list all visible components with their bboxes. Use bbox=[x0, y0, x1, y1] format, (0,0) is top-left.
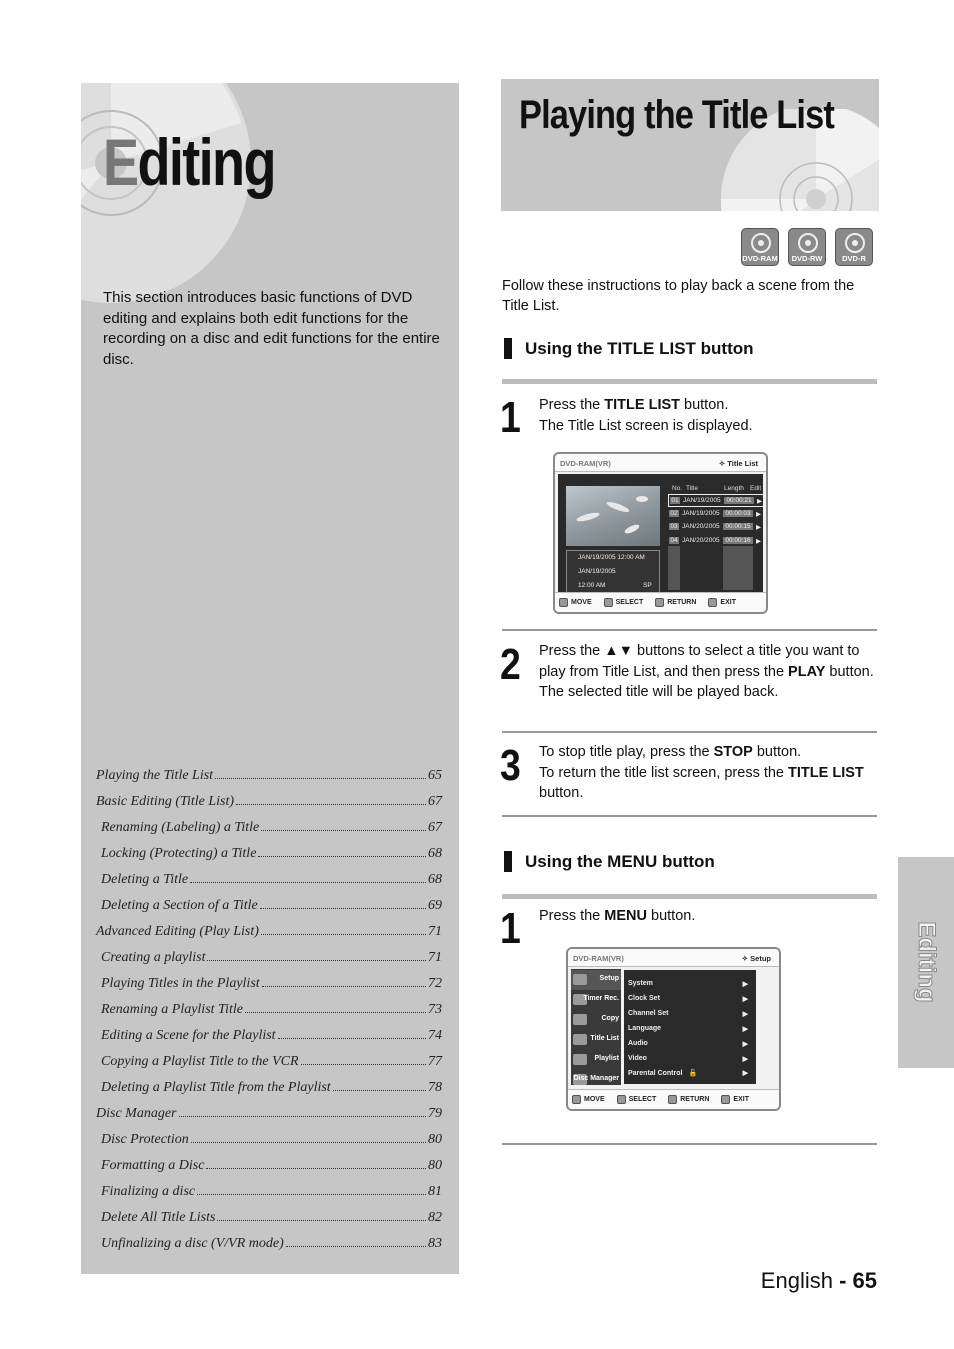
return-icon bbox=[668, 1095, 677, 1104]
toc-entry-title: Locking (Protecting) a Title bbox=[101, 846, 257, 861]
toc-entry-page: 65 bbox=[428, 768, 442, 783]
screen-name-label: ✧ Title List bbox=[718, 459, 758, 468]
toc-leader bbox=[245, 1012, 426, 1013]
select-hint: SELECT bbox=[604, 598, 644, 607]
setup-menu-items bbox=[624, 970, 756, 1084]
toc-entry-page: 80 bbox=[428, 1158, 442, 1173]
toc-entry-title: Finalizing a disc bbox=[101, 1184, 196, 1199]
toc-entry-page: 82 bbox=[428, 1210, 442, 1225]
toc-entry-title: Advanced Editing (Play List) bbox=[96, 924, 259, 939]
toc-entry[interactable] bbox=[96, 1028, 442, 1054]
playlist-icon bbox=[573, 1054, 587, 1065]
menu-item-channel-set[interactable]: Channel Set ▶ bbox=[628, 1010, 748, 1018]
toc-leader bbox=[261, 934, 426, 935]
toc-entry-title: Delete All Title Lists bbox=[101, 1210, 216, 1225]
chapter-panel bbox=[81, 83, 459, 1274]
step-number: 2 bbox=[500, 640, 521, 689]
toc-entry-title: Formatting a Disc bbox=[101, 1158, 205, 1173]
menu-item-language[interactable]: Language ▶ bbox=[628, 1025, 748, 1033]
table-row[interactable]: 03 JAN/20/2005 00:00:15 ▶ bbox=[670, 523, 761, 531]
disc-mode-label: DVD-RAM(VR) bbox=[573, 954, 624, 963]
toc-entry[interactable] bbox=[96, 950, 442, 976]
table-row[interactable]: 02 JAN/19/2005 00:00:03 ▶ bbox=[670, 510, 761, 518]
toc-entry-title: Unfinalizing a disc (V/VR mode) bbox=[101, 1236, 284, 1251]
toc-entry[interactable] bbox=[96, 1106, 442, 1132]
toc-leader bbox=[258, 856, 426, 857]
toc-entry[interactable] bbox=[96, 1054, 442, 1080]
toc-leader bbox=[190, 882, 426, 883]
side-item-playlist[interactable]: Playlist bbox=[571, 1050, 621, 1070]
toc-entry-title: Basic Editing (Title List) bbox=[96, 794, 235, 809]
side-item-timer[interactable]: Timer Rec. bbox=[571, 990, 621, 1010]
toc-leader bbox=[301, 1064, 426, 1065]
menu-item-audio[interactable]: Audio ▶ bbox=[628, 1040, 748, 1048]
chapter-title: Editing bbox=[103, 125, 275, 199]
lock-icon: 🔓 bbox=[688, 1070, 698, 1077]
toc-entry-page: 73 bbox=[428, 1002, 442, 1017]
toc-entry-title: Creating a playlist bbox=[101, 950, 206, 965]
toc-entry[interactable] bbox=[96, 1080, 442, 1106]
chapter-intro: This section introduces basic functions of DVD editing and explains both edit functions for the recording on a disc and edit functions for the entire disc. bbox=[103, 289, 440, 368]
side-item-copy[interactable]: Copy bbox=[571, 1010, 621, 1030]
title-thumbnail bbox=[566, 486, 660, 546]
toc-entry-title: Renaming a Playlist Title bbox=[101, 1002, 243, 1017]
copy-icon bbox=[573, 1014, 587, 1025]
toc-leader bbox=[333, 1090, 426, 1091]
step-text: Press the TITLE LIST button. The Title List screen is displayed. bbox=[539, 397, 753, 434]
dvd-rw-badge-icon: DVD-RW bbox=[788, 228, 826, 266]
film-icon bbox=[573, 1034, 587, 1045]
step-number: 1 bbox=[500, 393, 521, 442]
menu-item-system[interactable]: System ▶ bbox=[628, 980, 748, 988]
exit-hint: EXIT bbox=[708, 598, 736, 607]
toc-entry[interactable] bbox=[96, 976, 442, 1002]
toc-leader bbox=[236, 804, 426, 805]
osd-footer bbox=[568, 1089, 779, 1109]
toc-leader bbox=[217, 1220, 426, 1221]
title-list-display: JAN/19/2005 12:00 AM JAN/19/2005 12:00 AM SP No. Title Length Edit 01 JAN/19/2005 00:00:21 ▶ 02 JAN/19/2005 00:00:03 ▶ 03 JAN/20/2005 00:00:15 ▶ 04 JAN/20/2005 00:00:16 ▶ bbox=[558, 474, 763, 592]
toc-leader bbox=[261, 830, 426, 831]
step-text: Press the MENU button. bbox=[539, 908, 696, 924]
table-of-contents bbox=[96, 768, 442, 1262]
toc-entry[interactable] bbox=[96, 1184, 442, 1210]
step-text: To stop title play, press the STOP button. To return the title list screen, press the TITLE LIST button. bbox=[539, 744, 864, 801]
toc-entry[interactable] bbox=[96, 1132, 442, 1158]
toc-entry-title: Copying a Playlist Title to the VCR bbox=[101, 1054, 299, 1069]
section-end-rule bbox=[502, 1143, 877, 1145]
move-hint: MOVE bbox=[572, 1095, 605, 1104]
exit-icon bbox=[721, 1095, 730, 1104]
step-number: 3 bbox=[500, 741, 521, 790]
toc-entry[interactable] bbox=[96, 1158, 442, 1184]
side-tab-label: Editing bbox=[913, 921, 940, 1003]
move-hint: MOVE bbox=[559, 598, 592, 607]
toc-entry[interactable] bbox=[96, 768, 442, 794]
setup-menu-screen bbox=[566, 947, 781, 1111]
step-divider bbox=[502, 629, 877, 631]
table-row[interactable]: 04 JAN/20/2005 00:00:16 ▶ bbox=[670, 537, 761, 545]
disc-type-badges bbox=[741, 228, 873, 266]
setup-side-menu bbox=[571, 970, 621, 1090]
select-hint: SELECT bbox=[617, 1095, 657, 1104]
title-list-screen bbox=[553, 452, 768, 614]
toc-entry-page: 78 bbox=[428, 1080, 442, 1095]
section-heading-menu: Using the MENU button bbox=[504, 851, 715, 872]
section-rule bbox=[502, 894, 877, 899]
section-heading-title-list: Using the TITLE LIST button bbox=[504, 338, 754, 359]
toc-entry[interactable] bbox=[96, 846, 442, 872]
toc-entry-title: Editing a Scene for the Playlist bbox=[101, 1028, 276, 1043]
side-item-title-list[interactable]: Title List bbox=[571, 1030, 621, 1050]
toc-entry-page: 71 bbox=[428, 950, 442, 965]
toc-entry-title: Deleting a Title bbox=[101, 872, 189, 887]
toc-leader bbox=[207, 960, 426, 961]
return-hint: RETURN bbox=[668, 1095, 709, 1104]
toc-entry-title: Playing the Title List bbox=[96, 768, 214, 783]
toc-entry-page: 81 bbox=[428, 1184, 442, 1199]
toc-leader bbox=[262, 986, 426, 987]
instructions-intro: Follow these instructions to play back a scene from the Title List. bbox=[502, 278, 855, 314]
toc-entry-page: 68 bbox=[428, 872, 442, 887]
toc-leader bbox=[286, 1246, 426, 1247]
toc-entry[interactable] bbox=[96, 1236, 442, 1262]
page-number: English - 65 bbox=[760, 1268, 877, 1293]
toc-entry-page: 74 bbox=[428, 1028, 442, 1043]
toc-entry[interactable] bbox=[96, 872, 442, 898]
osd-footer bbox=[555, 592, 766, 612]
toc-entry-page: 71 bbox=[428, 924, 442, 939]
step-divider bbox=[502, 815, 877, 817]
toc-entry-title: Deleting a Section of a Title bbox=[101, 898, 258, 913]
page-title: Playing the Title List bbox=[519, 93, 834, 137]
toc-entry-page: 67 bbox=[428, 794, 442, 809]
gear-icon bbox=[573, 974, 587, 985]
title-info-box: JAN/19/2005 12:00 AM JAN/19/2005 12:00 AM SP bbox=[566, 550, 660, 594]
move-icon bbox=[572, 1095, 581, 1104]
toc-leader bbox=[179, 1116, 427, 1117]
toc-entry-title: Renaming (Labeling) a Title bbox=[101, 820, 260, 835]
menu-item-clock-set[interactable]: Clock Set ▶ bbox=[628, 995, 748, 1003]
side-item-disc-manager[interactable]: Disc Manager bbox=[571, 1070, 621, 1090]
dvd-ram-badge-icon: DVD-RAM bbox=[741, 228, 779, 266]
disc-mode-label: DVD-RAM(VR) bbox=[560, 459, 611, 468]
toc-entry[interactable] bbox=[96, 794, 442, 820]
toc-entry-title: Disc Protection bbox=[101, 1132, 189, 1147]
toc-entry[interactable] bbox=[96, 1002, 442, 1028]
toc-entry-title: Disc Manager bbox=[96, 1106, 177, 1121]
step-number: 1 bbox=[500, 904, 521, 953]
toc-leader bbox=[191, 1142, 426, 1143]
dvd-r-badge-icon: DVD-R bbox=[835, 228, 873, 266]
toc-leader bbox=[215, 778, 426, 779]
toc-entry-page: 72 bbox=[428, 976, 442, 991]
page-header bbox=[501, 79, 879, 211]
select-icon bbox=[617, 1095, 626, 1104]
menu-item-video[interactable]: Video ▶ bbox=[628, 1055, 748, 1063]
toc-entry-page: 68 bbox=[428, 846, 442, 861]
step-text: Press the ▲▼ buttons to select a title you want to play from Title List, and then press the PLAY button. The selected title will be played back. bbox=[539, 643, 874, 700]
toc-entry-page: 67 bbox=[428, 820, 442, 835]
move-icon bbox=[559, 598, 568, 607]
toc-entry[interactable] bbox=[96, 820, 442, 846]
step-divider bbox=[502, 731, 877, 733]
toc-entry[interactable] bbox=[96, 924, 442, 950]
side-tab bbox=[898, 857, 954, 1068]
toc-leader bbox=[278, 1038, 426, 1039]
exit-icon bbox=[708, 598, 717, 607]
toc-entry-title: Deleting a Playlist Title from the Playlist bbox=[101, 1080, 331, 1095]
section-rule bbox=[502, 379, 877, 384]
exit-hint: EXIT bbox=[721, 1095, 749, 1104]
toc-entry-page: 83 bbox=[428, 1236, 442, 1251]
toc-entry-title: Playing Titles in the Playlist bbox=[101, 976, 260, 991]
screen-name-label: ✧ Setup bbox=[741, 954, 771, 963]
toc-entry[interactable] bbox=[96, 1210, 442, 1236]
toc-leader bbox=[260, 908, 426, 909]
return-icon bbox=[655, 598, 664, 607]
side-item-setup[interactable]: Setup bbox=[571, 970, 621, 990]
select-icon bbox=[604, 598, 613, 607]
toc-entry-page: 79 bbox=[428, 1106, 442, 1121]
toc-entry-page: 77 bbox=[428, 1054, 442, 1069]
table-row[interactable]: 01 JAN/19/2005 00:00:21 ▶ bbox=[668, 494, 764, 507]
return-hint: RETURN bbox=[655, 598, 696, 607]
toc-entry-page: 80 bbox=[428, 1132, 442, 1147]
menu-item-parental-control[interactable]: Parental Control 🔓 ▶ bbox=[628, 1070, 748, 1077]
toc-entry[interactable] bbox=[96, 898, 442, 924]
toc-entry-page: 69 bbox=[428, 898, 442, 913]
toc-leader bbox=[197, 1194, 426, 1195]
toc-leader bbox=[206, 1168, 426, 1169]
